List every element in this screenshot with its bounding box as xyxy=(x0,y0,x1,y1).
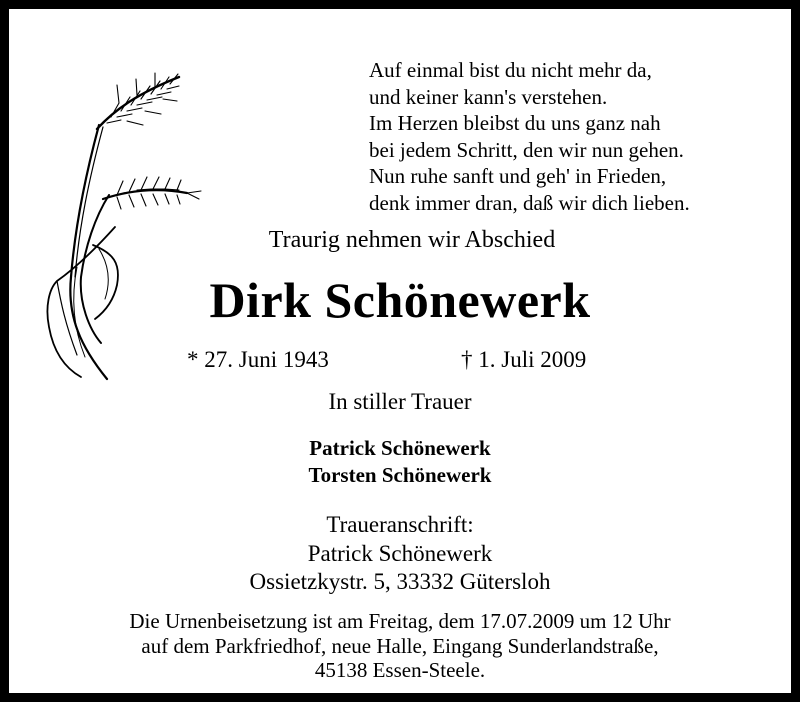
poem-line: Nun ruhe sanft und geh' in Frieden, xyxy=(369,164,667,188)
deceased-name: Dirk Schönewerk xyxy=(209,272,591,328)
poem-line: und keiner kann's verstehen. xyxy=(369,84,608,109)
address-label: Traueranschrift: xyxy=(326,512,474,537)
intro-text: Traurig nehmen wir Abschied xyxy=(268,227,556,253)
address-name: Patrick Schönewerk xyxy=(307,540,493,566)
burial-notice xyxy=(9,609,791,683)
mourning-heading: In stiller Trauer xyxy=(328,389,472,414)
mourners-list xyxy=(9,435,791,489)
poem-line: Auf einmal bist du nicht mehr da, xyxy=(369,58,652,82)
address-street: Ossietzkystr. 5, 33332 Gütersloh xyxy=(249,569,551,594)
notice-line: 45138 Essen-Steele. xyxy=(314,658,486,682)
death-date: † 1. Juli 2009 xyxy=(461,347,587,372)
mourner-name: Torsten Schönewerk xyxy=(308,463,492,487)
notice-line: Die Urnenbeisetzung ist am Freitag, dem 17.07.2009 um 12 Uhr xyxy=(129,609,671,633)
mourner-name: Patrick Schönewerk xyxy=(309,436,491,460)
poem-line: denk immer dran, daß wir dich lieben. xyxy=(369,190,690,215)
poem-line: Im Herzen bleibst du uns ganz nah xyxy=(369,111,661,135)
mourning-address xyxy=(9,511,791,597)
poem-line: bei jedem Schritt, den wir nun gehen. xyxy=(369,137,684,162)
birth-date: * 27. Juni 1943 xyxy=(187,347,329,372)
notice-line: auf dem Parkfriedhof, neue Halle, Eingang Sunderlandstraße, xyxy=(141,633,659,658)
poem xyxy=(369,57,789,216)
